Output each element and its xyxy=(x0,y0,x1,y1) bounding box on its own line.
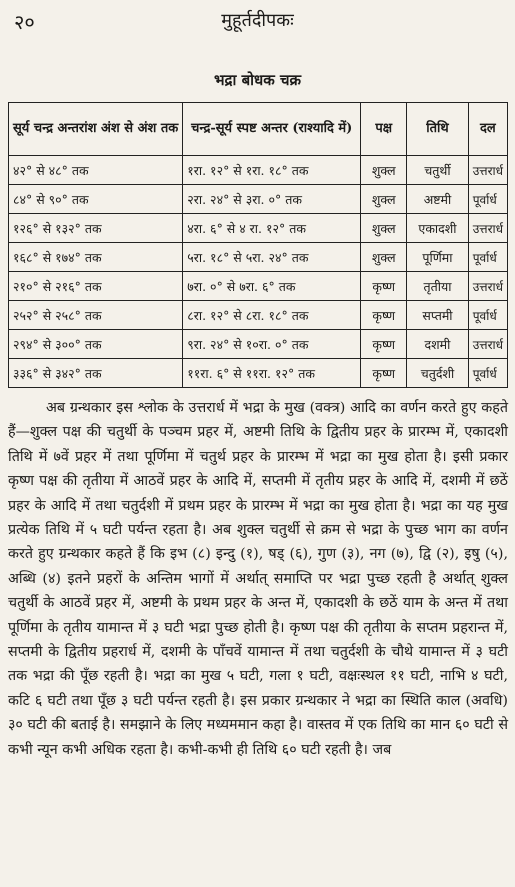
table-cell: पूर्णिमा xyxy=(407,243,469,272)
table-cell: चतुर्दशी xyxy=(407,359,469,388)
table-cell: उत्तरार्ध xyxy=(468,272,507,301)
table-cell: ३३६° से ३४२° तक xyxy=(9,359,183,388)
table-cell: कृष्ण xyxy=(361,359,407,388)
table-cell: ८रा. १२° से ८रा. १८° तक xyxy=(183,301,361,330)
table-cell: कृष्ण xyxy=(361,301,407,330)
table-cell: शुक्ल xyxy=(361,243,407,272)
table-cell: उत्तरार्ध xyxy=(468,156,507,185)
table-cell: ८४° से ९०° तक xyxy=(9,185,183,214)
table-cell: ७रा. ०° से ७रा. ६° तक xyxy=(183,272,361,301)
page-header xyxy=(0,6,515,38)
table-cell: पूर्वार्ध xyxy=(468,359,507,388)
column-header: सूर्य चन्द्र अन्तरांश अंश से अंश तक xyxy=(9,103,183,156)
table-cell: १रा. १२° से १रा. १८° तक xyxy=(183,156,361,185)
page-number: २० xyxy=(14,10,35,34)
running-title: मुहूर्तदीपकः xyxy=(221,10,294,31)
table-row xyxy=(9,359,508,388)
body-text xyxy=(8,396,508,762)
table-cell: एकादशी xyxy=(407,214,469,243)
table-cell: सप्तमी xyxy=(407,301,469,330)
table-cell: ४२° से ४८° तक xyxy=(9,156,183,185)
table-cell: ५रा. १८° से ५रा. २४° तक xyxy=(183,243,361,272)
table-header-row xyxy=(9,103,508,156)
table-cell: २९४° से ३००° तक xyxy=(9,330,183,359)
table-cell: दशमी xyxy=(407,330,469,359)
table-caption: भद्रा बोधक चक्र xyxy=(213,71,302,89)
table-cell: पूर्वार्ध xyxy=(468,301,507,330)
table-cell: कृष्ण xyxy=(361,272,407,301)
column-header: पक्ष xyxy=(361,103,407,156)
column-header: चन्द्र-सूर्य स्पष्ट अन्तर (राश्यादि में) xyxy=(183,103,361,156)
table-cell: शुक्ल xyxy=(361,185,407,214)
table-cell: अष्टमी xyxy=(407,185,469,214)
table-row xyxy=(9,156,508,185)
table-row xyxy=(9,185,508,214)
table-body xyxy=(9,156,508,388)
table-cell: १२६° से १३२° तक xyxy=(9,214,183,243)
table-cell: २रा. २४° से ३रा. ०° तक xyxy=(183,185,361,214)
table-cell: पूर्वार्ध xyxy=(468,243,507,272)
table-cell: ११रा. ६° से ११रा. १२° तक xyxy=(183,359,361,388)
table-cell: पूर्वार्ध xyxy=(468,185,507,214)
table-cell: शुक्ल xyxy=(361,214,407,243)
table-row xyxy=(9,330,508,359)
table-cell: तृतीया xyxy=(407,272,469,301)
table-cell: २१०° से २१६° तक xyxy=(9,272,183,301)
paragraph: अब ग्रन्थकार इस श्लोक के उत्तरार्ध में भद्रा के मुख (वक्त्र) आदि का वर्णन करते हुए कहते हैं—शुक्ल पक्ष की चतुर्थी के पञ्चम प्रहर में, अष्टमी तिथि के द्वितीय प्रहर के प्रारम्भ में, एकादशी तिथि में ७वें प्रहर में तथा पूर्णिमा में चतुर्थ प्रहर के प्रारम्भ में भद्रा का मुख होता है। इसी प्रकार कृष्ण पक्ष की तृतीया में आठवें प्रहर के आदि में, सप्तमी में तृतीय प्रहर के आदि में, दशमी में छठें प्रहर के आदि में तथा चतुर्दशी में प्रथम प्रहर के प्रारम्भ में भद्रा का मुख होता है। भद्रा का यह मुख प्रत्येक तिथि में ५ घटी पर्यन्त रहता है। अब शुक्ल चतुर्थी से क्रम से भद्रा के पुच्छ भाग का वर्णन करते हुए ग्रन्थकार कहते हैं कि इभ (८) इन्दु (१), षड् (६), गुण (३), नग (७), द्वि (२), इषु (५), अब्धि (४) इतने प्रहरों के अन्तिम भागों में अर्थात् समाप्ति पर भद्रा पुच्छ रहती है अर्थात् शुक्ल चतुर्थी के आठवें प्रहर में, अष्टमी के प्रथम प्रहर के अन्त में, एकादशी के छठें याम के अन्त में तथा पूर्णिमा के तृतीय यामान्त में ३ घटी भद्रा पुच्छ होती है। कृष्ण पक्ष की तृतीया के सप्तम प्रहरान्त में, सप्तमी के द्वितीय प्रहरार्ध में, दशमी के पाँचवें यामान्त में तथा चतुर्दशी के चौथे यामान्त में ३ घटी तक भद्रा की पूँछ रहती है। भद्रा का मुख ५ घटी, गला १ घटी, वक्षःस्थल ११ घटी, नाभि ४ घटी, कटि ६ घटी तथा पूँछ ३ घटी पर्यन्त रहती है। इस प्रकार ग्रन्थकार ने भद्रा का स्थिति काल (अवधि) ३० घटी की बताई है। समझाने के लिए मध्यममान कहा है। वास्तव में एक तिथि का मान ६० घटी से कभी न्यून कभी अधिक रहता है। कभी-कभी ही तिथि ६० घटी रहती है। जब xyxy=(8,400,508,758)
table-cell: उत्तरार्ध xyxy=(468,214,507,243)
table-cell: ९रा. २४° से १०रा. ०° तक xyxy=(183,330,361,359)
table-cell: शुक्ल xyxy=(361,156,407,185)
table-row xyxy=(9,243,508,272)
table-cell: कृष्ण xyxy=(361,330,407,359)
table-cell: २५२° से २५८° तक xyxy=(9,301,183,330)
table-cell: १६८° से १७४° तक xyxy=(9,243,183,272)
column-header: तिथि xyxy=(407,103,469,156)
table-row xyxy=(9,214,508,243)
bhadra-table xyxy=(8,102,508,388)
column-header: दल xyxy=(468,103,507,156)
table-cell: चतुर्थी xyxy=(407,156,469,185)
table-row xyxy=(9,272,508,301)
table-cell: उत्तरार्ध xyxy=(468,330,507,359)
table-cell: ४रा. ६° से ४ रा. १२° तक xyxy=(183,214,361,243)
table-row xyxy=(9,301,508,330)
